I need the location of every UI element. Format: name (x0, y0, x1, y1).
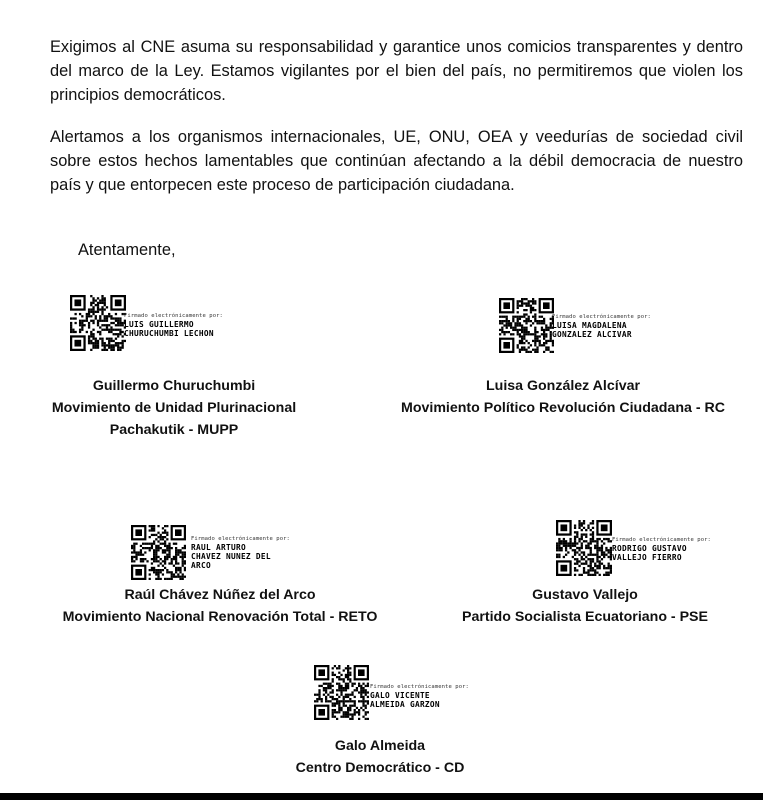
qr-code-icon (70, 295, 126, 351)
stamp-name-line: LUISA MAGDALENA (552, 321, 627, 330)
signatory-name: Gustavo Vallejo (532, 587, 638, 603)
signatory-org: Partido Socialista Ecuatoriano - PSE (462, 609, 708, 625)
stamp-name-line: CHAVEZ NUNEZ DEL (191, 552, 271, 561)
signatory-name: Guillermo Churuchumbi (92, 378, 256, 394)
stamp-name-line: ALMEIDA GARZON (370, 700, 440, 709)
qr-code-icon (556, 520, 612, 576)
signatory-block-churuchumbi (20, 375, 328, 441)
stamp-caption: Firmado electrónicamente por: (612, 537, 711, 543)
signatory-org: Movimiento de Unidad Plurinacional (51, 400, 297, 416)
signatory-org: Pachakutik - MUPP (109, 422, 239, 438)
qr-code-icon (499, 298, 554, 353)
stamp-name-line: CHURUCHUMBI LECHON (124, 329, 214, 338)
e-signature-text (191, 536, 290, 570)
signatory-block-vallejo (420, 584, 750, 628)
stamp-name-line: GALO VICENTE (370, 691, 430, 700)
stamp-name-line: GONZALEZ ALCIVAR (552, 330, 632, 339)
signatory-block-chavez (30, 584, 410, 628)
stamp-name-line: LUIS GUILLERMO (124, 320, 194, 329)
paragraph-international-alert: Alertamos a los organismos internacionales, UE, ONU, OEA y veedurías de sociedad civil sobre estos hechos lamentables que continúan afectando a la débil democracia de nuestro país y que entorpecen este proceso de participación ciudadana. (50, 128, 743, 194)
e-signature-text (370, 684, 469, 709)
qr-code-icon (314, 665, 369, 720)
paragraph-cne-demand: Exigimos al CNE asuma su responsabilidad y garantice unos comicios transparentes y dentro del marco de la Ley. Estamos vigilantes por el bien del país, no permitiremos que violen los principios democráticos. (50, 38, 743, 104)
signatory-block-almeida (230, 735, 530, 779)
stamp-name-line: RAUL ARTURO (191, 543, 246, 552)
stamp-caption: Firmado electrónicamente por: (370, 684, 469, 690)
signatory-block-gonzalez (380, 375, 746, 419)
e-signature-text (612, 537, 711, 562)
stamp-name-line: ARCO (191, 561, 211, 570)
closing-salutation: Atentamente, (78, 241, 176, 259)
signatory-name: Luisa González Alcívar (485, 378, 640, 394)
signatory-org: Movimiento Nacional Renovación Total - RETO (62, 609, 378, 625)
signatory-name: Raúl Chávez Núñez del Arco (124, 587, 316, 603)
e-signature-text (552, 314, 651, 339)
signatory-org: Centro Democrático - CD (295, 760, 465, 776)
stamp-name-line: RODRIGO GUSTAVO (612, 544, 687, 553)
stamp-caption: Firmado electrónicamente por: (124, 313, 223, 319)
stamp-caption: Firmado electrónicamente por: (552, 314, 651, 320)
e-signature-text (124, 313, 223, 338)
stamp-name-line: VALLEJO FIERRO (612, 553, 682, 562)
stamp-caption: Firmado electrónicamente por: (191, 536, 290, 542)
qr-code-icon (131, 525, 186, 580)
signatory-name: Galo Almeida (334, 738, 426, 754)
page-bottom-edge (0, 793, 763, 800)
signatory-org: Movimiento Político Revolución Ciudadana - RC (401, 400, 725, 416)
